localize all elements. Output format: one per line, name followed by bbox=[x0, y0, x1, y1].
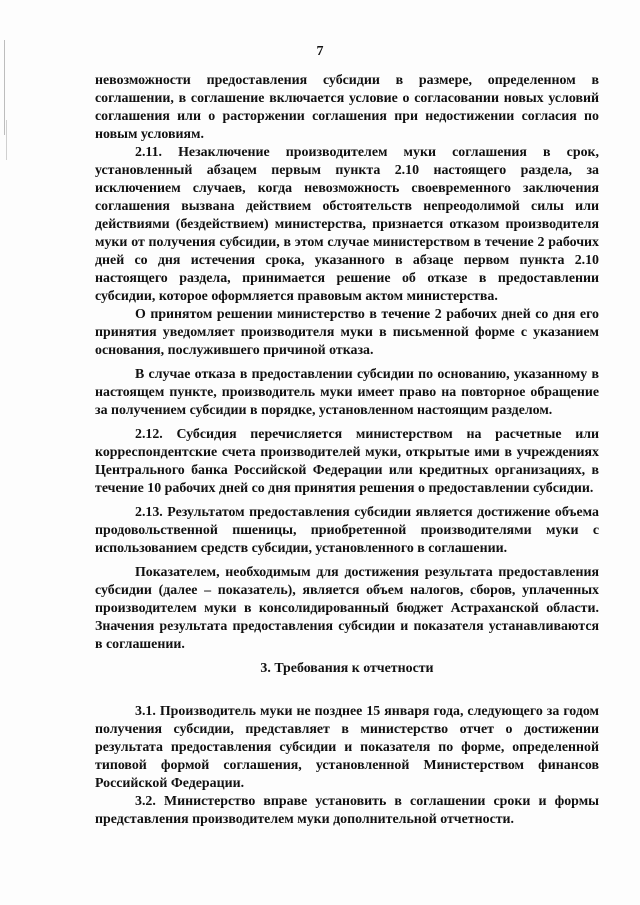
section-heading: 3. Требования к отчетности bbox=[260, 661, 434, 676]
paragraph-3-2: 3.2. Министерство вправе установить в соглашении сроки и формы представления производителем муки дополнительной отчетности. bbox=[95, 794, 599, 827]
paragraph-2-12: 2.12. Субсидия перечисляется министерством на расчетные или корреспондентские счета производителей муки, открытые ими в учреждениях Центрального банка Российской Федерации или кредитных организациях, в течение 10 рабочих дней со дня принятия решения о предоставлении субсидии. bbox=[95, 427, 599, 496]
paragraph-2-11: 2.11. Незаключение производителем муки соглашения в срок, установленный абзацем первым пункта 2.10 настоящего раздела, за исключением случаев, когда невозможность своевременного заключения соглашения вызвана действием обстоятельств непреодолимой силы или действиями (бездействием) министерства, признается отказом производителя муки от получения субсидии, в этом случае министерством в течение 2 рабочих дней со дня истечения срока, указанного в абзаце первом пункта 2.10 настоящего раздела, принимается решение об отказе в предоставлении субсидии, которое оформляется правовым актом министерства. bbox=[95, 145, 599, 304]
paragraph-continuation: невозможности предоставления субсидии в размере, определенном в соглашении, в соглашение включается условие о согласовании новых условий соглашения или о расторжении соглашения при недостижении согласия по новым условиям. bbox=[95, 73, 599, 142]
paragraph-notification: О принятом решении министерство в течение 2 рабочих дней со дня его принятия уведомляет производителя муки в письменной форме с указанием основания, послужившего причиной отказа. bbox=[95, 307, 599, 358]
paragraph-indicator: Показателем, необходимым для достижения результата предоставления субсидии (далее – показатель), является объем налогов, сборов, уплаченных производителем муки в консолидированный бюджет Астраханской области. Значения результата предоставления субсидии и показателя устанавливаются в соглашении. bbox=[95, 565, 599, 652]
scan-edge-mark bbox=[6, 120, 7, 160]
paragraph-reapplication: В случае отказа в предоставлении субсидии по основанию, указанному в настоящем пункте, производитель муки имеет право на повторное обращение за получением субсидии в порядке, установленном настоящим разделом. bbox=[95, 367, 599, 418]
page-number: 7 bbox=[316, 44, 324, 59]
document-body bbox=[95, 72, 599, 829]
paragraph-3-1: 3.1. Производитель муки не позднее 15 января года, следующего за годом получения субсидии, представляет в министерство отчет о достижении результата предоставления субсидии и показателя по форме, определенной типовой формой соглашения, установленной Министерством финансов Российской Федерации. bbox=[95, 704, 599, 791]
paragraph-2-13: 2.13. Результатом предоставления субсидии является достижение объема продовольственной пшеницы, приобретенной производителями муки с использованием средств субсидии, установленного в соглашении. bbox=[95, 505, 599, 556]
